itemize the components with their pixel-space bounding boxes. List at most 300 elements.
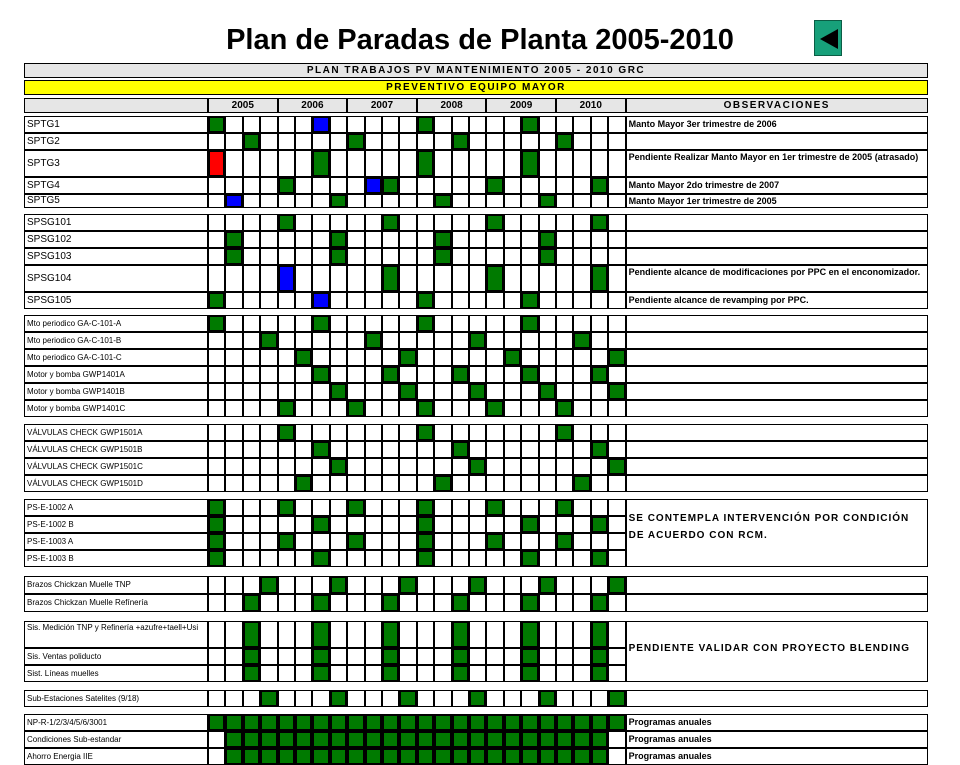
grid-cell — [243, 366, 260, 383]
grid-cell — [399, 665, 416, 682]
scheduled-stop-mark — [453, 749, 468, 764]
grid-cell — [591, 116, 608, 133]
row-label: Ahorro Energia IIE — [24, 748, 208, 765]
scheduled-stop-mark — [418, 500, 433, 515]
grid-cell — [452, 533, 469, 550]
grid-cell — [295, 533, 312, 550]
scheduled-stop-mark — [226, 732, 241, 747]
scheduled-stop-mark — [400, 691, 415, 706]
grid-cell — [573, 315, 590, 332]
grid-cell — [399, 214, 416, 231]
grid-cell — [225, 400, 242, 417]
row-label: SPTG2 — [24, 133, 208, 150]
grid-cell — [608, 516, 625, 533]
grid-cell — [278, 366, 295, 383]
grid-cell — [452, 116, 469, 133]
grid-cell — [539, 292, 556, 309]
grid-cell — [399, 248, 416, 265]
row-label: Sub-Estaciones Satelites (9/18) — [24, 690, 208, 707]
scheduled-stop-mark — [557, 534, 572, 549]
grid-cell — [608, 400, 625, 417]
scheduled-stop-mark — [366, 333, 381, 348]
year-header-2009: 2009 — [486, 98, 556, 113]
grid-cell — [330, 292, 347, 309]
row-label: Mto periodico GA-C-101-C — [24, 349, 208, 366]
grid-cell — [347, 248, 364, 265]
grid-cell — [504, 516, 521, 533]
grid-cell — [417, 133, 434, 150]
scheduled-stop-mark — [226, 249, 241, 264]
grid-cell — [278, 441, 295, 458]
scheduled-stop-mark — [383, 666, 398, 681]
scheduled-stop-mark — [609, 459, 624, 474]
scheduled-stop-mark — [279, 749, 294, 764]
row-observation: Pendiente alcance de revamping por PPC. — [626, 292, 928, 309]
scheduled-stop-mark — [296, 749, 311, 764]
grid-cell — [452, 292, 469, 309]
grid-cell — [573, 248, 590, 265]
grid-cell — [452, 400, 469, 417]
grid-cell — [399, 194, 416, 208]
scheduled-stop-mark — [522, 732, 537, 747]
grid-cell — [225, 648, 242, 665]
grid-cell — [556, 441, 573, 458]
grid-cell — [208, 214, 225, 231]
grid-cell — [382, 349, 399, 366]
grid-cell — [608, 194, 625, 208]
scheduled-stop-mark — [296, 732, 311, 747]
grid-cell — [539, 349, 556, 366]
grid-cell — [312, 133, 329, 150]
row-observation — [626, 576, 928, 594]
grid-cell — [556, 349, 573, 366]
grid-cell — [504, 265, 521, 292]
grid-cell — [295, 315, 312, 332]
grid-cell — [486, 383, 503, 400]
scheduled-stop-mark — [348, 534, 363, 549]
grid-cell — [243, 315, 260, 332]
row-observation: Programas anuales — [626, 714, 928, 731]
scheduled-stop-mark — [522, 151, 537, 176]
grid-cell — [504, 400, 521, 417]
grid-cell — [417, 621, 434, 648]
grid-cell — [521, 349, 538, 366]
scheduled-stop-mark — [487, 401, 502, 416]
scheduled-stop-mark — [487, 534, 502, 549]
grid-cell — [260, 400, 277, 417]
scheduled-stop-mark — [609, 715, 624, 730]
row-label: VÁLVULAS CHECK GWP1501C — [24, 458, 208, 475]
grid-cell — [365, 499, 382, 516]
grid-cell — [312, 265, 329, 292]
grid-cell — [417, 248, 434, 265]
grid-cell — [452, 248, 469, 265]
grid-cell — [278, 648, 295, 665]
scheduled-stop-mark — [331, 249, 346, 264]
grid-cell — [539, 594, 556, 612]
grid-cell — [330, 400, 347, 417]
row-observation: Manto Mayor 3er trimestre de 2006 — [626, 116, 928, 133]
grid-cell — [225, 265, 242, 292]
grid-cell — [260, 516, 277, 533]
grid-cell — [243, 332, 260, 349]
grid-cell — [521, 248, 538, 265]
grid-cell — [452, 177, 469, 194]
grid-cell — [608, 177, 625, 194]
grid-cell — [347, 458, 364, 475]
grid-cell — [312, 458, 329, 475]
grid-cell — [399, 424, 416, 441]
row-label: SPSG103 — [24, 248, 208, 265]
grid-cell — [382, 576, 399, 594]
grid-cell — [330, 424, 347, 441]
sheet-header-preventive: PREVENTIVO EQUIPO MAYOR — [24, 80, 928, 95]
grid-cell — [452, 424, 469, 441]
grid-cell — [278, 349, 295, 366]
grid-cell — [347, 550, 364, 567]
scheduled-stop-mark — [418, 151, 433, 176]
grid-cell — [573, 194, 590, 208]
scheduled-stop-mark — [453, 442, 468, 457]
grid-cell — [434, 648, 451, 665]
grid-cell — [347, 648, 364, 665]
grid-cell — [330, 116, 347, 133]
row-observation — [626, 349, 928, 366]
scheduled-stop-mark — [279, 215, 294, 230]
grid-cell — [521, 194, 538, 208]
scheduled-stop-mark — [609, 577, 624, 593]
scheduled-stop-mark — [383, 367, 398, 382]
grid-cell — [434, 516, 451, 533]
grid-cell — [278, 458, 295, 475]
row-label: PS-E-1002 A — [24, 499, 208, 516]
grid-cell — [573, 400, 590, 417]
scheduled-stop-mark — [592, 517, 607, 532]
grid-cell — [573, 349, 590, 366]
grid-cell — [504, 441, 521, 458]
scheduled-stop-mark — [209, 551, 224, 566]
scheduled-stop-mark — [453, 649, 468, 664]
grid-cell — [452, 265, 469, 292]
scheduled-stop-mark — [435, 249, 450, 264]
grid-cell — [504, 458, 521, 475]
grid-cell — [347, 349, 364, 366]
scheduled-stop-mark — [557, 500, 572, 515]
scheduled-stop-mark — [226, 715, 241, 730]
grid-cell — [591, 194, 608, 208]
grid-cell — [260, 648, 277, 665]
scheduled-stop-mark — [522, 666, 537, 681]
grid-cell — [469, 424, 486, 441]
scheduled-stop-mark — [522, 517, 537, 532]
grid-cell — [399, 550, 416, 567]
grid-cell — [556, 594, 573, 612]
grid-cell — [417, 265, 434, 292]
grid-cell — [347, 177, 364, 194]
grid-cell — [573, 383, 590, 400]
grid-cell — [347, 576, 364, 594]
grid-cell — [365, 458, 382, 475]
grid-cell — [243, 516, 260, 533]
grid-cell — [556, 475, 573, 492]
grid-cell — [504, 332, 521, 349]
scheduled-stop-mark — [592, 649, 607, 664]
grid-cell — [539, 133, 556, 150]
scheduled-stop-mark — [592, 732, 607, 747]
grid-cell — [260, 177, 277, 194]
grid-cell — [208, 690, 225, 707]
grid-cell — [330, 441, 347, 458]
scheduled-stop-mark — [261, 333, 276, 348]
grid-cell — [399, 366, 416, 383]
grid-cell — [469, 475, 486, 492]
grid-cell — [260, 424, 277, 441]
grid-cell — [365, 116, 382, 133]
grid-cell — [399, 441, 416, 458]
scheduled-stop-mark — [244, 595, 259, 611]
grid-cell — [208, 748, 225, 765]
scheduled-stop-mark — [592, 215, 607, 230]
scheduled-stop-mark — [418, 117, 433, 132]
grid-cell — [208, 133, 225, 150]
planned-major-stop-mark — [313, 293, 328, 308]
grid-cell — [295, 516, 312, 533]
grid-cell — [452, 516, 469, 533]
grid-cell — [382, 116, 399, 133]
row-label: Condiciones Sub-estandar — [24, 731, 208, 748]
grid-cell — [225, 349, 242, 366]
grid-cell — [452, 499, 469, 516]
grid-cell — [573, 533, 590, 550]
grid-cell — [295, 441, 312, 458]
grid-cell — [608, 475, 625, 492]
grid-cell — [469, 214, 486, 231]
grid-cell — [591, 231, 608, 248]
scheduled-stop-mark — [400, 715, 415, 730]
row-label: SPSG104 — [24, 265, 208, 292]
grid-cell — [417, 349, 434, 366]
grid-cell — [365, 231, 382, 248]
grid-cell — [591, 576, 608, 594]
scheduled-stop-mark — [366, 732, 381, 747]
scheduled-stop-mark — [383, 749, 398, 764]
grid-cell — [434, 458, 451, 475]
scheduled-stop-mark — [592, 178, 607, 193]
grid-cell — [225, 458, 242, 475]
grid-cell — [330, 315, 347, 332]
scheduled-stop-mark — [296, 715, 311, 730]
grid-cell — [539, 516, 556, 533]
grid-cell — [608, 424, 625, 441]
scheduled-stop-mark — [592, 442, 607, 457]
scheduled-stop-mark — [296, 476, 311, 491]
grid-cell — [521, 424, 538, 441]
scheduled-stop-mark — [209, 534, 224, 549]
grid-cell — [295, 214, 312, 231]
grid-cell — [504, 690, 521, 707]
grid-cell — [295, 424, 312, 441]
grid-cell — [382, 533, 399, 550]
grid-cell — [504, 150, 521, 177]
grid-cell — [312, 400, 329, 417]
scheduled-stop-mark — [557, 425, 572, 440]
observations-header: OBSERVACIONES — [626, 98, 928, 113]
scheduled-stop-mark — [261, 577, 276, 593]
grid-cell — [260, 315, 277, 332]
grid-cell — [208, 366, 225, 383]
grid-cell — [521, 441, 538, 458]
scheduled-stop-mark — [592, 266, 607, 291]
grid-cell — [504, 231, 521, 248]
grid-cell — [469, 292, 486, 309]
grid-cell — [521, 400, 538, 417]
scheduled-stop-mark — [418, 425, 433, 440]
grid-cell — [382, 424, 399, 441]
scheduled-stop-mark — [574, 476, 589, 491]
grid-cell — [434, 665, 451, 682]
back-button[interactable] — [814, 20, 842, 56]
grid-cell — [486, 248, 503, 265]
grid-cell — [504, 214, 521, 231]
grid-cell — [539, 533, 556, 550]
grid-cell — [521, 231, 538, 248]
grid-cell — [243, 150, 260, 177]
grid-cell — [452, 214, 469, 231]
scheduled-stop-mark — [244, 649, 259, 664]
grid-cell — [330, 332, 347, 349]
grid-cell — [417, 332, 434, 349]
grid-cell — [556, 231, 573, 248]
grid-cell — [539, 550, 556, 567]
grid-cell — [243, 400, 260, 417]
scheduled-stop-mark — [470, 732, 485, 747]
grid-cell — [573, 621, 590, 648]
grid-cell — [225, 332, 242, 349]
grid-cell — [382, 231, 399, 248]
grid-cell — [469, 248, 486, 265]
grid-cell — [278, 550, 295, 567]
grid-cell — [295, 576, 312, 594]
grid-cell — [434, 594, 451, 612]
scheduled-stop-mark — [487, 732, 502, 747]
grid-cell — [417, 194, 434, 208]
grid-cell — [243, 550, 260, 567]
grid-cell — [573, 499, 590, 516]
grid-cell — [330, 349, 347, 366]
grid-cell — [486, 441, 503, 458]
grid-cell — [486, 366, 503, 383]
grid-cell — [312, 231, 329, 248]
scheduled-stop-mark — [383, 215, 398, 230]
scheduled-stop-mark — [383, 732, 398, 747]
grid-cell — [295, 194, 312, 208]
row-label: Motor y bomba GWP1401B — [24, 383, 208, 400]
grid-cell — [347, 383, 364, 400]
scheduled-stop-mark — [226, 232, 241, 247]
scheduled-stop-mark — [592, 551, 607, 566]
grid-cell — [365, 265, 382, 292]
grid-cell — [434, 150, 451, 177]
grid-cell — [608, 731, 625, 748]
planned-major-stop-mark — [279, 266, 294, 291]
grid-cell — [591, 383, 608, 400]
scheduled-stop-mark — [313, 316, 328, 331]
grid-cell — [399, 516, 416, 533]
grid-cell — [399, 648, 416, 665]
grid-cell — [312, 332, 329, 349]
grid-cell — [295, 621, 312, 648]
grid-cell — [452, 231, 469, 248]
scheduled-stop-mark — [400, 749, 415, 764]
scheduled-stop-mark — [522, 649, 537, 664]
scheduled-stop-mark — [435, 476, 450, 491]
grid-cell — [469, 231, 486, 248]
row-label: NP-R-1/2/3/4/5/6/3001 — [24, 714, 208, 731]
scheduled-stop-mark — [383, 622, 398, 647]
grid-cell — [278, 516, 295, 533]
grid-cell — [521, 177, 538, 194]
grid-cell — [556, 576, 573, 594]
row-observation — [626, 594, 928, 612]
scheduled-stop-mark — [383, 649, 398, 664]
grid-cell — [399, 400, 416, 417]
row-observation — [626, 441, 928, 458]
grid-cell — [295, 400, 312, 417]
grid-cell — [365, 349, 382, 366]
grid-cell — [434, 332, 451, 349]
grid-cell — [591, 499, 608, 516]
grid-cell — [608, 315, 625, 332]
grid-cell — [278, 150, 295, 177]
grid-cell — [295, 150, 312, 177]
scheduled-stop-mark — [313, 732, 328, 747]
year-header-2010: 2010 — [556, 98, 626, 113]
grid-cell — [521, 383, 538, 400]
grid-cell — [278, 315, 295, 332]
grid-cell — [539, 499, 556, 516]
grid-cell — [225, 441, 242, 458]
grid-cell — [608, 665, 625, 682]
grid-cell — [573, 177, 590, 194]
grid-cell — [243, 177, 260, 194]
grid-cell — [243, 499, 260, 516]
grid-cell — [365, 150, 382, 177]
row-observation — [626, 248, 928, 265]
scheduled-stop-mark — [470, 577, 485, 593]
grid-cell — [556, 366, 573, 383]
grid-cell — [434, 400, 451, 417]
grid-cell — [330, 475, 347, 492]
grid-cell — [365, 194, 382, 208]
scheduled-stop-mark — [400, 577, 415, 593]
grid-cell — [243, 292, 260, 309]
grid-cell — [347, 194, 364, 208]
scheduled-stop-mark — [313, 367, 328, 382]
scheduled-stop-mark — [487, 500, 502, 515]
scheduled-stop-mark — [226, 749, 241, 764]
grid-cell — [243, 265, 260, 292]
grid-cell — [556, 116, 573, 133]
row-label: Sis. Medición TNP y Refinería +azufre+taell+Usi — [24, 621, 208, 648]
grid-cell — [330, 150, 347, 177]
scheduled-stop-mark — [522, 715, 537, 730]
grid-cell — [521, 690, 538, 707]
scheduled-stop-mark — [348, 749, 363, 764]
grid-cell — [330, 665, 347, 682]
grid-cell — [382, 690, 399, 707]
grid-cell — [434, 550, 451, 567]
grid-cell — [469, 665, 486, 682]
